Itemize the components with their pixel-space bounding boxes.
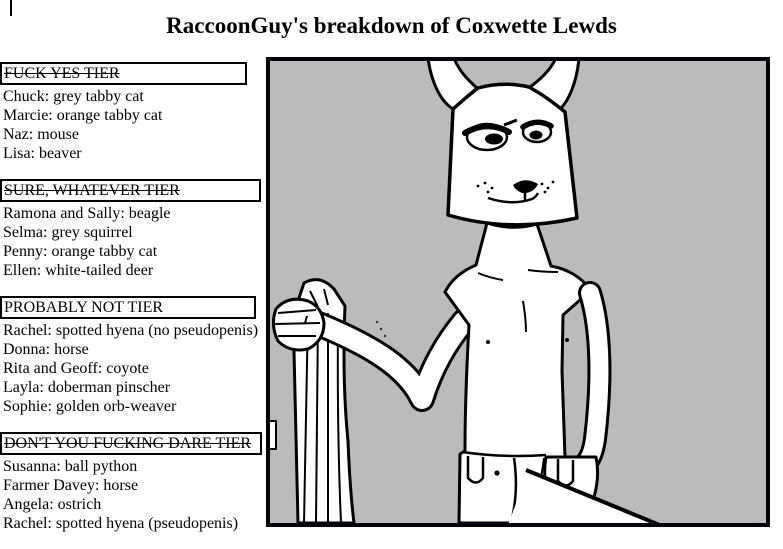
page-title: RaccoonGuy's breakdown of Coxwette Lewds — [166, 13, 617, 38]
tier-item: Naz: mouse — [3, 126, 79, 143]
tier-section — [0, 179, 262, 280]
tier-item: Marcie: orange tabby cat — [3, 107, 163, 124]
tier-item: Angela: ostrich — [3, 496, 102, 513]
tier-header-label: FUCK YES TIER — [4, 65, 120, 82]
tier-item: Selma: grey squirrel — [3, 224, 133, 241]
tier-items — [0, 321, 262, 416]
tier-header-label: DON'T YOU FUCKING DARE TIER — [4, 435, 252, 452]
tier-section — [0, 62, 262, 163]
tier-item: Ramona and Sally: beagle — [3, 205, 171, 222]
tier-header-box — [0, 296, 256, 319]
tier-header-label: PROBABLY NOT TIER — [4, 299, 164, 316]
right-pupil — [530, 131, 543, 140]
tier-header-box — [0, 432, 262, 455]
panel-edge-notch — [270, 421, 276, 449]
tier-item: Layla: doberman pinscher — [3, 379, 171, 396]
tier-list — [0, 62, 262, 549]
tier-header-box — [0, 62, 247, 85]
tier-item: Sophie: golden orb-weaver — [3, 398, 177, 415]
tier-item: Ellen: white-tailed deer — [3, 262, 154, 279]
head — [428, 61, 579, 225]
stray-marks — [376, 321, 386, 337]
tier-item: Rita and Geoff: coyote — [3, 360, 149, 377]
illustration-panel — [266, 57, 770, 527]
tier-section — [0, 432, 262, 533]
tier-item: Lisa: beaver — [3, 145, 82, 162]
left-pupil — [485, 134, 503, 145]
tier-items — [0, 87, 262, 163]
tier-section — [0, 296, 262, 416]
tier-item: Penny: orange tabby cat — [3, 243, 158, 260]
character-illustration — [270, 61, 766, 523]
tier-item: Donna: horse — [3, 341, 89, 358]
face — [448, 84, 577, 225]
tier-item: Farmer Davey: horse — [3, 477, 139, 494]
tier-item: Chuck: grey tabby cat — [3, 88, 144, 105]
tier-header-box — [0, 179, 261, 202]
fist — [273, 299, 324, 350]
tier-header-label: SURE, WHATEVER TIER — [4, 182, 180, 199]
pants-button — [494, 470, 499, 475]
tier-item: Susanna: ball python — [3, 458, 138, 475]
tier-items — [0, 457, 262, 533]
tier-items — [0, 204, 262, 280]
tier-item: Rachel: spotted hyena (no pseudopenis) — [3, 322, 259, 339]
tier-item: Rachel: spotted hyena (pseudopenis) — [3, 515, 239, 532]
